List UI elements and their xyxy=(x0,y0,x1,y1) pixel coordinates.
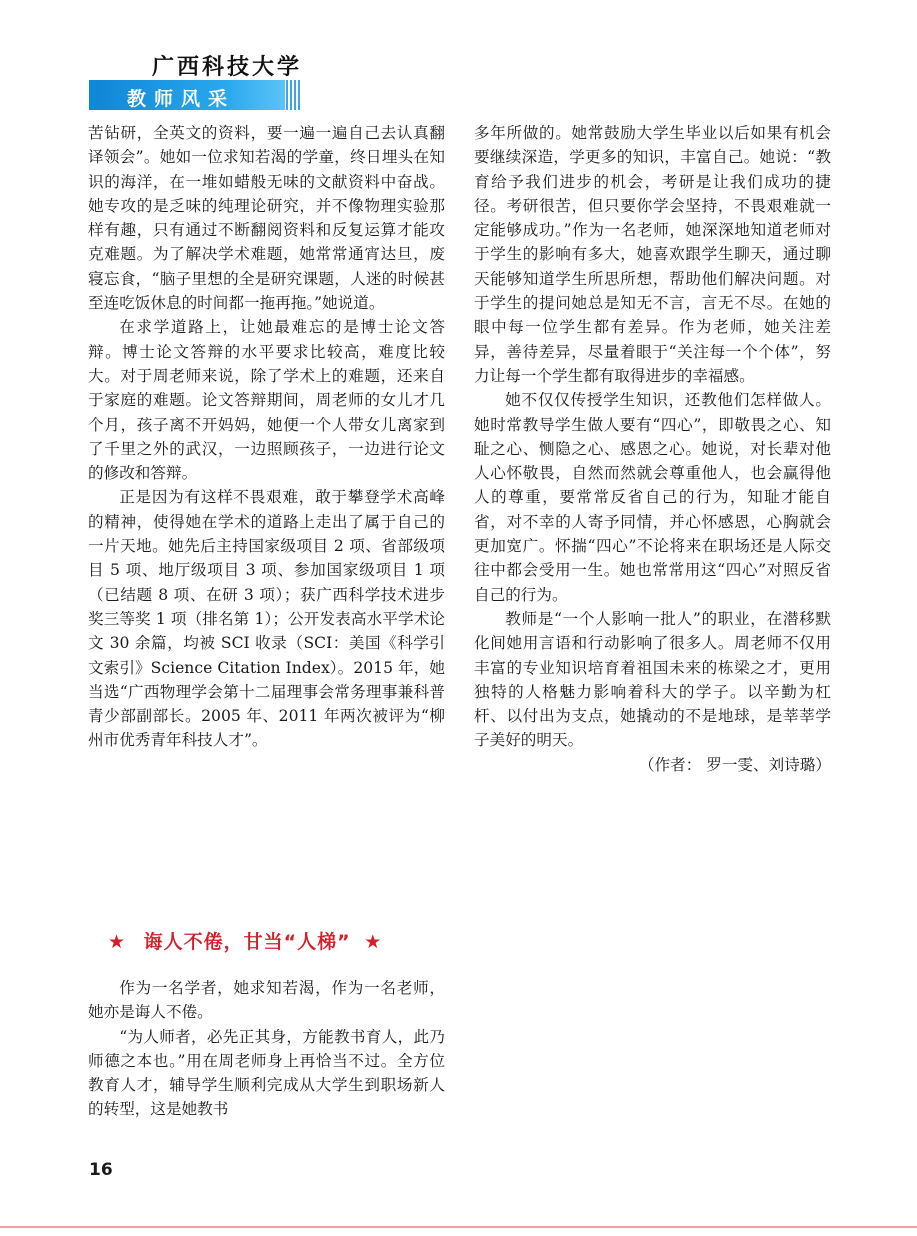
university-title: 广西科技大学 xyxy=(152,55,303,80)
paragraph: 她不仅仅传授学生知识，还教他们怎样做人。她时常教导学生做人要有“四心”，即敬畏之心、知耻之心、恻隐之心、感恩之心。她说，对长辈对他人心怀敬畏，自然而然就会尊重他人，也会赢得他人的尊重，要常常反省自己的行为，知耻才能自省，对不幸的人寄予同情，并心怀感恩，心胸就会更加宽广。怀揣“四心”不论将来在职场还是人际交往中都会受用一生。她也常常用这“四心”对照反省自己的行为。 xyxy=(474,391,831,604)
section-subheading xyxy=(108,927,382,954)
bottom-rule xyxy=(0,1226,917,1228)
author-credit: （作者： 罗一雯、刘诗璐） xyxy=(638,755,831,774)
right-column xyxy=(474,121,831,777)
paragraph: 苦钻研，全英文的资料，要一遍一遍自己去认真翻译领会”。她如一位求知若渴的学童，终日埋头在知识的海洋，在一堆如蜡般无味的文献资料中奋战。她专攻的是乏味的纯理论研究，并不像物理实验那样有趣，只有通过不断翻阅资料和反复运算才能攻克难题。为了解决学术难题，她常常通宵达旦，废寝忘食，“脑子里想的全是研究课题，人迷的时候甚至连吃饭休息的时间都一拖再拖。”她说道。 xyxy=(88,124,445,313)
paragraph: 作为一名学者，她求知若渴，作为一名老师，她亦是诲人不倦。 xyxy=(88,979,445,1022)
section-banner xyxy=(89,80,285,110)
left-column-top xyxy=(88,121,445,753)
section-label: 教师风采 xyxy=(127,88,236,110)
paragraph: “为人师者，必先正其身，方能教书育人，此乃师德之本也。”用在周老师身上再恰当不过。全方位教育人才，辅导学生顺利完成从大学生到职场新人的转型，这是她教书 xyxy=(88,1027,445,1119)
paragraph: 教师是“一个人影响一批人”的职业，在潜移默化间她用言语和行动影响了很多人。周老师不仅用丰富的专业知识培育着祖国未来的栋梁之才，更用独特的人格魅力影响着科大的学子。以辛勤为杠杆、以付出为支点，她撬动的不是地球，是莘莘学子美好的明天。 xyxy=(474,609,831,750)
banner-decoration xyxy=(286,80,300,110)
paragraph: 正是因为有这样不畏艰难，敢于攀登学术高峰的精神，使得她在学术的道路上走出了属于自己的一片天地。她先后主持国家级项目 2 项、省部级项目 5 项、地厅级项目 3 项、参加国家级项目 1 项（已结题 8 项、在研 3 项）；获广西科学技术进步奖三等奖 1 项（排名第 1）；公开发表高水平学术论文 30 余篇，均被 SCI 收录（SCI：美国《科学引文索引》Science Citation Index）。2015 年，她当选“广西物理学会第十二届理事会常务理事兼科普青少部副部长。2005 年、2011 年两次被评为“柳州市优秀青年科技人才”。 xyxy=(88,488,445,750)
paragraph: 在求学道路上，让她最难忘的是博士论文答辩。博士论文答辩的水平要求比较高，难度比较大。对于周老师来说，除了学术上的难题，还来自于家庭的难题。论文答辩期间，周老师的女儿才几个月，孩子离不开妈妈，她便一个人带女儿离家到了千里之外的武汉，一边照顾孩子，一边进行论文的修改和答辩。 xyxy=(88,318,445,483)
star-icon: ★ xyxy=(364,931,383,953)
star-icon: ★ xyxy=(108,931,127,953)
paragraph: 多年所做的。她常鼓励大学生毕业以后如果有机会要继续深造，学更多的知识，丰富自己。她说：“教育给予我们进步的机会，考研是让我们成功的捷径。考研很苦，但只要你学会坚持，不畏艰难就一定能够成功。”作为一名老师，她深深地知道老师对于学生的影响有多大，她喜欢跟学生聊天，通过聊天能够知道学生所思所想，帮助他们解决问题。对于学生的提问她总是知无不言，言无不尽。在她的眼中每一位学生都有差异。作为老师，她关注差异，善待差异，尽量着眼于“关注每一个个体”，努力让每一个学生都有取得进步的幸福感。 xyxy=(474,124,831,385)
page-number: 16 xyxy=(89,1160,113,1180)
left-column-bottom xyxy=(88,976,445,1122)
subheading-text: 诲人不倦，甘当“人梯” xyxy=(143,931,351,953)
